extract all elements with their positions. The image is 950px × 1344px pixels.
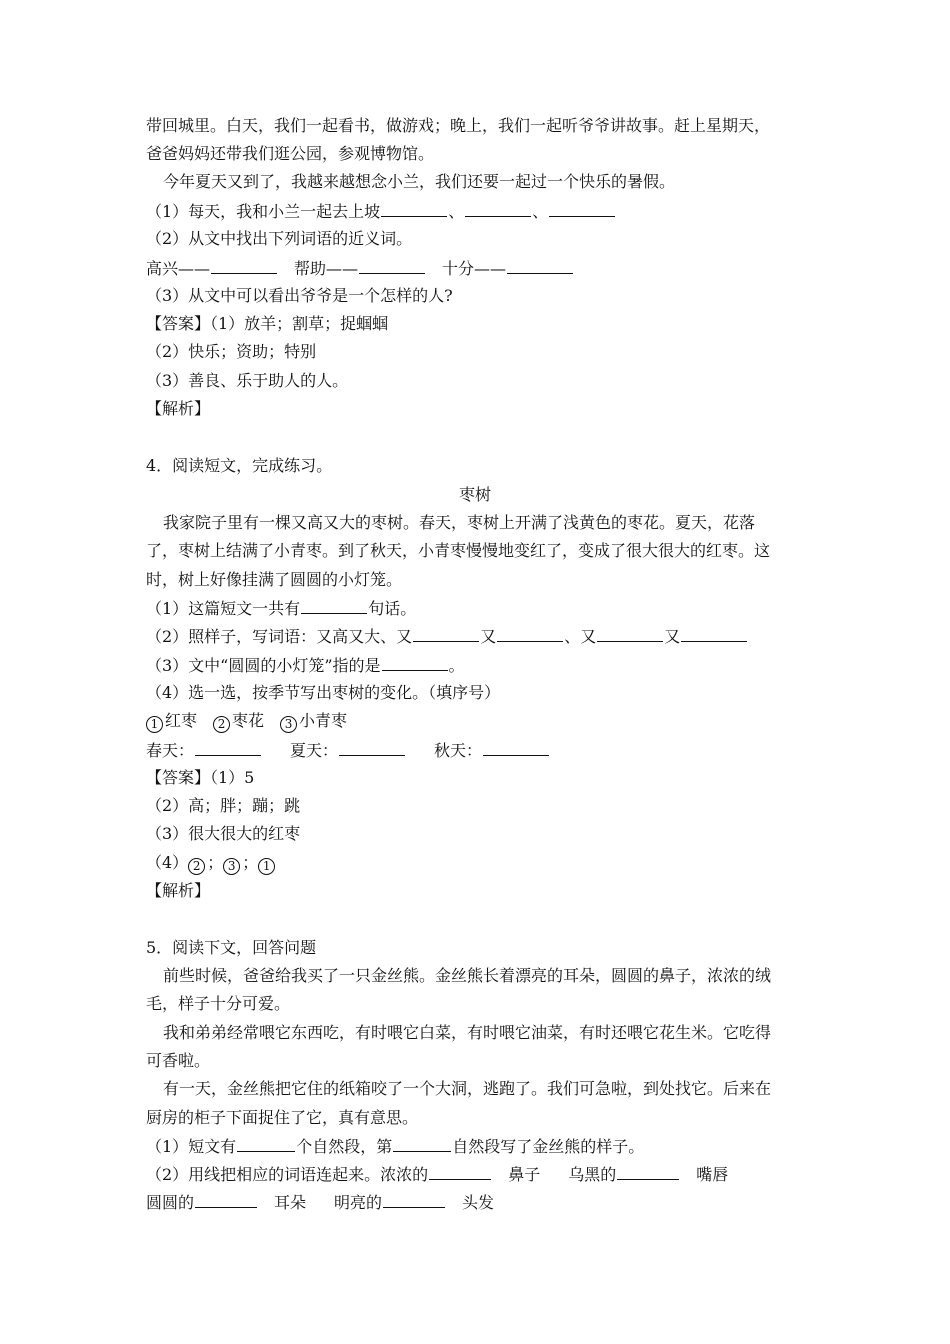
match-word: 乌黑的 bbox=[568, 1165, 617, 1184]
question-text: （1）每天，我和小兰一起去上坡 bbox=[146, 202, 381, 221]
season-label: 秋天： bbox=[434, 741, 483, 760]
synonym-row bbox=[146, 258, 574, 279]
paragraph-line: 毛，样子十分可爱。 bbox=[146, 994, 291, 1013]
answer-blank[interactable] bbox=[681, 626, 747, 642]
question-text: 又 bbox=[664, 627, 681, 646]
answer-blank[interactable] bbox=[237, 1136, 295, 1152]
season-label: 春天： bbox=[146, 741, 195, 760]
question-1 bbox=[146, 201, 616, 222]
match-word: 嘴唇 bbox=[696, 1165, 729, 1184]
paragraph-line: 前些时候，爸爸给我买了一只金丝熊。金丝熊长着漂亮的耳朵，圆圆的鼻子，浓浓的绒 bbox=[163, 966, 772, 985]
answer-blank[interactable] bbox=[383, 1192, 445, 1208]
answer-blank[interactable] bbox=[483, 740, 549, 756]
answer-line: （2）高；胖；蹦；跳 bbox=[146, 796, 301, 815]
answer-blank[interactable] bbox=[195, 740, 261, 756]
paragraph-line: 了，枣树上结满了小青枣。到了秋天，小青枣慢慢地变红了，变成了很大很大的红枣。这 bbox=[146, 541, 771, 560]
answer-blank[interactable] bbox=[359, 258, 425, 274]
answer-blank[interactable] bbox=[195, 1192, 257, 1208]
separator: ； bbox=[242, 853, 259, 872]
question-3 bbox=[146, 655, 465, 676]
circled-number-3: 3 bbox=[223, 858, 240, 875]
circled-number-1: 1 bbox=[258, 858, 275, 875]
question-text: （1）短文有 bbox=[146, 1137, 237, 1156]
answer-line: （3）很大很大的红枣 bbox=[146, 824, 301, 843]
answer-line: （3）善良、乐于助人的人。 bbox=[146, 371, 349, 390]
circled-number-1: 1 bbox=[146, 716, 163, 733]
section-5-heading: 5．阅读下文，回答问题 bbox=[146, 938, 317, 957]
word-prompt: 高兴—— bbox=[146, 259, 211, 278]
answer-blank[interactable] bbox=[597, 626, 663, 642]
question-text: 、又 bbox=[564, 627, 597, 646]
passage-title: 枣树 bbox=[458, 485, 491, 504]
choice-row bbox=[146, 711, 347, 733]
question-text: 又 bbox=[480, 627, 497, 646]
separator: 、 bbox=[532, 202, 549, 221]
answer-line bbox=[146, 853, 277, 875]
section-4-heading: 4．阅读短文，完成练习。 bbox=[146, 456, 333, 475]
question-text: （2）照样子，写词语：又高又大、又 bbox=[146, 627, 413, 646]
answer-blank[interactable] bbox=[381, 201, 447, 217]
paragraph-line: 带回城里。白天，我们一起看书，做游戏；晚上，我们一起听爷爷讲故事。赶上星期天， bbox=[146, 116, 771, 135]
answer-blank[interactable] bbox=[497, 626, 563, 642]
season-row bbox=[146, 740, 550, 761]
question-4: （4）选一选，按季节写出枣树的变化。（填序号） bbox=[146, 683, 501, 702]
paragraph-line: 我家院子里有一棵又高又大的枣树。春天，枣树上开满了浅黄色的枣花。夏天，花落 bbox=[163, 513, 756, 532]
paragraph-line: 爸爸妈妈还带我们逛公园，参观博物馆。 bbox=[146, 144, 435, 163]
question-2: （2）从文中找出下列词语的近义词。 bbox=[146, 229, 413, 248]
choice-label: 枣花 bbox=[232, 711, 265, 730]
question-text: 句话。 bbox=[368, 599, 417, 618]
question-2 bbox=[146, 1164, 728, 1185]
word-prompt: 帮助—— bbox=[294, 259, 359, 278]
season-label: 夏天： bbox=[290, 741, 339, 760]
question-text: 自然段写了金丝熊的样子。 bbox=[452, 1137, 645, 1156]
match-word: 头发 bbox=[462, 1193, 495, 1212]
word-prompt: 十分—— bbox=[442, 259, 507, 278]
answer-blank[interactable] bbox=[465, 201, 531, 217]
paragraph-line: 时，树上好像挂满了圆圆的小灯笼。 bbox=[146, 570, 403, 589]
separator: 、 bbox=[448, 202, 465, 221]
question-text: （3）文中“圆圆的小灯笼”指的是 bbox=[146, 656, 381, 675]
analysis-label: 【解析】 bbox=[146, 399, 211, 418]
question-text: 个自然段，第 bbox=[296, 1137, 393, 1156]
answer-line: 【答案】（1）5 bbox=[146, 768, 255, 787]
paragraph-line: 可香啦。 bbox=[146, 1051, 211, 1070]
answer-blank[interactable] bbox=[413, 626, 479, 642]
answer-blank[interactable] bbox=[617, 1164, 679, 1180]
analysis-label: 【解析】 bbox=[146, 881, 211, 900]
answer-line: 【答案】（1）放羊；割草；捉蝈蝈 bbox=[146, 314, 389, 333]
match-word: 明亮的 bbox=[334, 1193, 383, 1212]
paragraph-line: 今年夏天又到了，我越来越想念小兰，我们还要一起过一个快乐的暑假。 bbox=[163, 172, 676, 191]
question-text: （2）用线把相应的词语连起来。浓浓的 bbox=[146, 1165, 429, 1184]
answer-blank[interactable] bbox=[339, 740, 405, 756]
match-word: 鼻子 bbox=[508, 1165, 541, 1184]
answer-blank[interactable] bbox=[507, 258, 573, 274]
answer-blank[interactable] bbox=[382, 655, 448, 671]
question-text: 。 bbox=[448, 656, 465, 675]
choice-label: 红枣 bbox=[165, 711, 198, 730]
paragraph-line: 我和弟弟经常喂它东西吃，有时喂它白菜，有时喂它油菜，有时还喂它花生米。它吃得 bbox=[163, 1023, 772, 1042]
question-1 bbox=[146, 598, 416, 619]
circled-number-3: 3 bbox=[280, 716, 297, 733]
paragraph-line: 有一天，金丝熊把它住的纸箱咬了一个大洞，逃跑了。我们可急啦，到处找它。后来在 bbox=[163, 1079, 772, 1098]
choice-label: 小青枣 bbox=[299, 711, 348, 730]
question-3: （3）从文中可以看出爷爷是一个怎样的人? bbox=[146, 286, 453, 305]
match-word: 圆圆的 bbox=[146, 1193, 195, 1212]
question-text: （1）这篇短文一共有 bbox=[146, 599, 301, 618]
question-2 bbox=[146, 626, 748, 647]
answer-blank[interactable] bbox=[393, 1136, 451, 1152]
question-1 bbox=[146, 1136, 644, 1157]
answer-blank[interactable] bbox=[429, 1164, 491, 1180]
paragraph-line: 厨房的柜子下面捉住了它，真有意思。 bbox=[146, 1108, 419, 1127]
circled-number-2: 2 bbox=[188, 858, 205, 875]
answer-text: （4） bbox=[146, 853, 189, 872]
answer-blank[interactable] bbox=[549, 201, 615, 217]
answer-blank[interactable] bbox=[211, 258, 277, 274]
match-word: 耳朵 bbox=[274, 1193, 307, 1212]
match-row bbox=[146, 1192, 494, 1213]
answer-line: （2）快乐；资助；特别 bbox=[146, 342, 317, 361]
answer-blank[interactable] bbox=[301, 598, 367, 614]
separator: ； bbox=[207, 853, 224, 872]
circled-number-2: 2 bbox=[213, 716, 230, 733]
